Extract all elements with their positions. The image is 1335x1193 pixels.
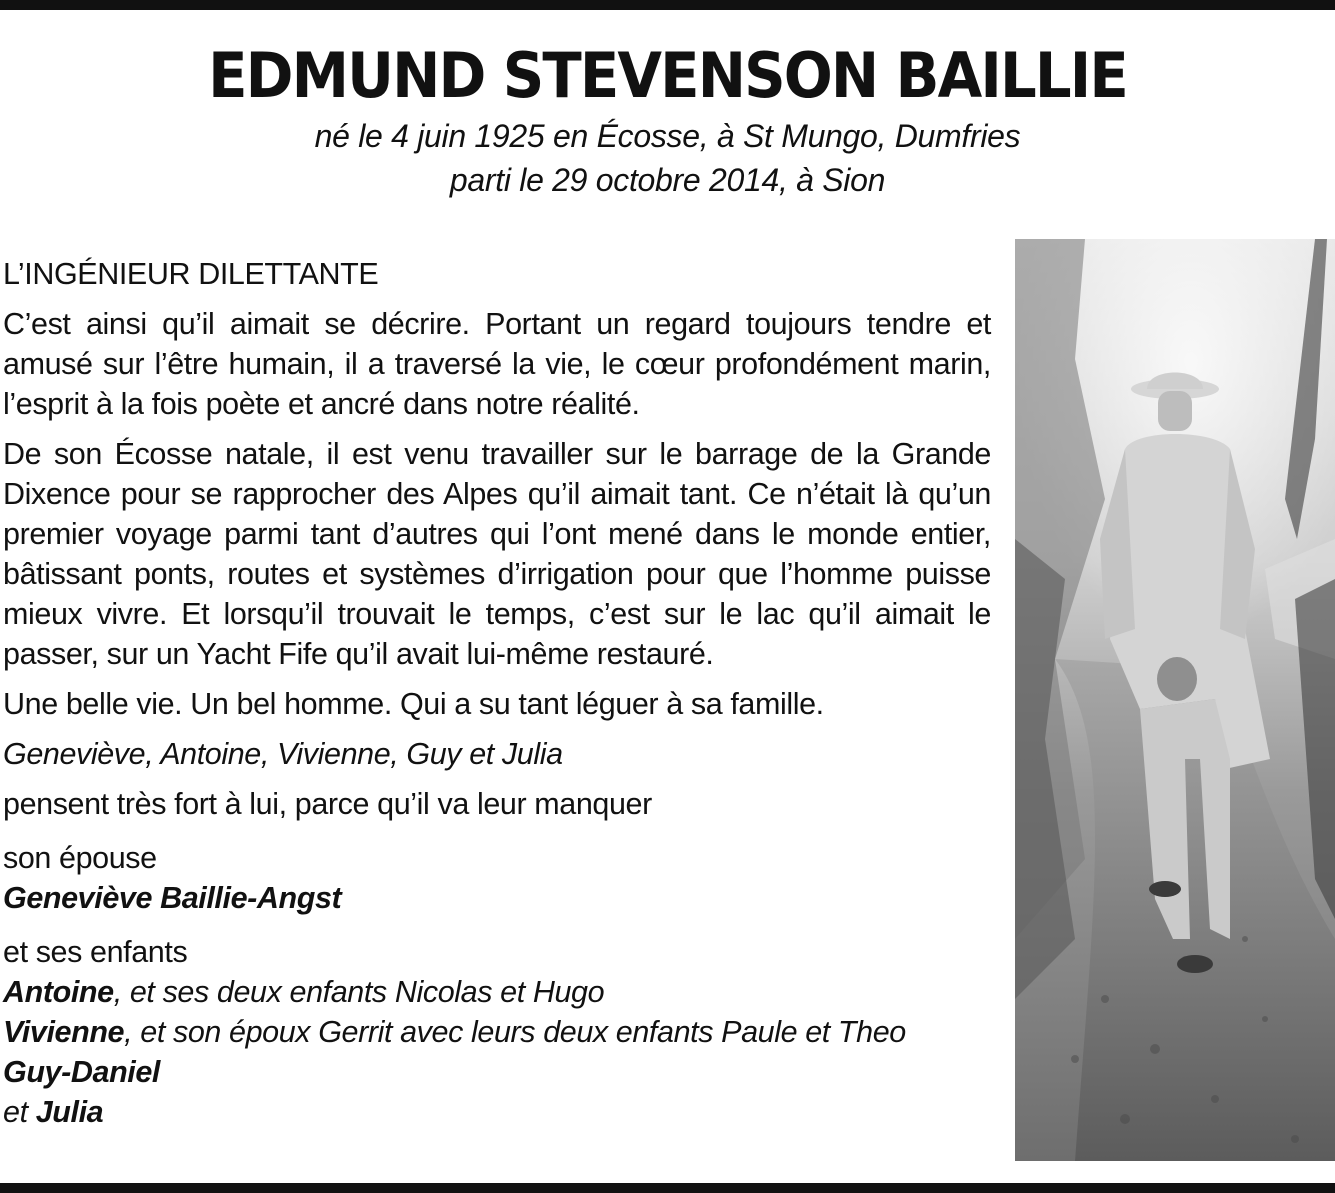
header bbox=[0, 38, 1335, 202]
spouse-intro: son épouse bbox=[3, 841, 157, 875]
paragraph-career: De son Écosse natale, il est venu travailler sur le barrage de la Grande Dixence pour se rapprocher des Alpes qu’il aimait tant. Ce n’était là qu’un premier voyage parmi tant d’autres qui l’ont mené dans le monde entier, bâtissant ponts, routes et systèmes d’irrigation pour que l’homme puisse mieux vivre. Et lorsqu’il trouvait le temps, c’est sur le lac qu’il aimait le passer, sur un Yacht Fife qu’il avait lui-même restauré. bbox=[3, 437, 991, 671]
paragraph-tribute: Une belle vie. Un bel homme. Qui a su tant léguer à sa famille. bbox=[3, 687, 824, 721]
section-heading: L’INGÉNIEUR DILETTANTE bbox=[3, 257, 379, 291]
child-entry bbox=[3, 972, 1003, 1012]
signers-names: Geneviève, Antoine, Vivienne, Guy et Julia bbox=[3, 737, 563, 771]
spouse-name: Geneviève Baillie-Angst bbox=[3, 881, 342, 915]
child-detail: , et ses deux enfants Nicolas et Hugo bbox=[113, 975, 605, 1009]
birth-line: né le 4 juin 1925 en Écosse, à St Mungo, Dumfries bbox=[314, 118, 1021, 154]
child-name: Julia bbox=[35, 1095, 104, 1129]
child-entry bbox=[3, 1012, 1003, 1052]
spouse-block bbox=[3, 838, 1003, 918]
photo-of-man-walking-icon bbox=[1015, 239, 1335, 1161]
signers-note: pensent très fort à lui, parce qu’il va leur manquer bbox=[3, 787, 652, 821]
child-entry bbox=[3, 1052, 1003, 1092]
children-block bbox=[3, 932, 1003, 1132]
child-name: Vivienne bbox=[3, 1015, 125, 1049]
child-entry bbox=[3, 1092, 1003, 1132]
last-child-prefix: et bbox=[3, 1095, 36, 1129]
child-name: Guy-Daniel bbox=[3, 1055, 161, 1089]
bottom-rule bbox=[0, 1183, 1335, 1193]
paragraph-intro: C’est ainsi qu’il aimait se décrire. Portant un regard toujours tendre et amusé sur l’être humain, il a traversé la vie, le cœur profondément marin, l’esprit à la fois poète et ancré dans notre réalité. bbox=[3, 307, 991, 421]
death-line: parti le 29 octobre 2014, à Sion bbox=[449, 162, 886, 198]
child-detail: , et son époux Gerrit avec leurs deux enfants Paule et Theo bbox=[124, 1015, 906, 1049]
deceased-name: EDMUND STEVENSON BAILLIE bbox=[208, 39, 1127, 112]
top-rule bbox=[0, 0, 1335, 10]
children-intro: et ses enfants bbox=[3, 935, 188, 969]
child-name: Antoine bbox=[3, 975, 114, 1009]
obituary-text bbox=[3, 254, 1003, 1132]
